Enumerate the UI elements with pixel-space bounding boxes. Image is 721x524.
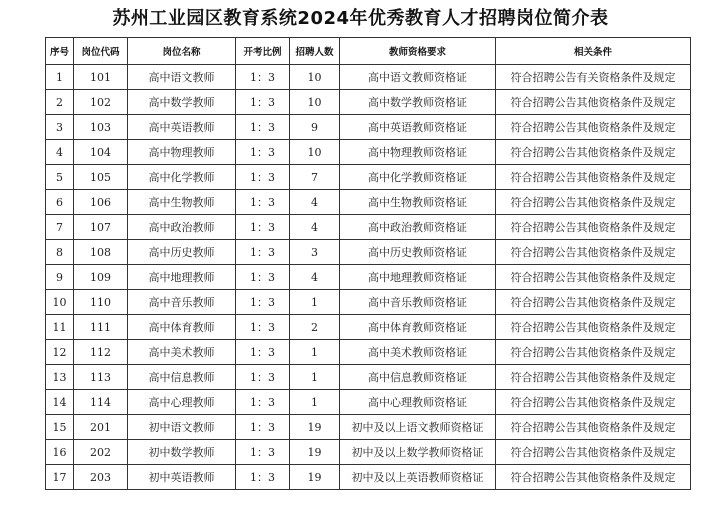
cell-hiring-count: 10 [290,90,340,115]
cell-index: 7 [46,215,74,240]
cell-conditions: 符合招聘公告其他资格条件及规定 [496,440,691,465]
cell-conditions: 符合招聘公告其他资格条件及规定 [496,165,691,190]
cell-qualification: 高中历史教师资格证 [340,240,496,265]
table-row [46,65,691,90]
cell-qualification: 高中心理教师资格证 [340,390,496,415]
cell-qualification: 初中及以上语文教师资格证 [340,415,496,440]
cell-exam-ratio: 1：3 [236,165,290,190]
cell-exam-ratio: 1：3 [236,465,290,490]
cell-exam-ratio: 1：3 [236,290,290,315]
cell-conditions: 符合招聘公告其他资格条件及规定 [496,265,691,290]
cell-index: 5 [46,165,74,190]
cell-hiring-count: 1 [290,340,340,365]
table-row [46,315,691,340]
cell-position-name: 高中语文教师 [128,65,236,90]
cell-exam-ratio: 1：3 [236,140,290,165]
header-conditions: 相关条件 [496,38,691,65]
cell-position-name: 高中化学教师 [128,165,236,190]
cell-position-name: 高中政治教师 [128,215,236,240]
cell-qualification: 高中数学教师资格证 [340,90,496,115]
cell-conditions: 符合招聘公告有关资格条件及规定 [496,65,691,90]
cell-conditions: 符合招聘公告其他资格条件及规定 [496,390,691,415]
cell-position-name: 高中物理教师 [128,140,236,165]
cell-exam-ratio: 1：3 [236,265,290,290]
cell-index: 12 [46,340,74,365]
cell-qualification: 高中语文教师资格证 [340,65,496,90]
cell-position-code: 103 [74,115,128,140]
cell-position-name: 高中数学教师 [128,90,236,115]
cell-qualification: 初中及以上数学教师资格证 [340,440,496,465]
header-position-code: 岗位代码 [74,38,128,65]
cell-conditions: 符合招聘公告其他资格条件及规定 [496,290,691,315]
cell-exam-ratio: 1：3 [236,65,290,90]
header-index: 序号 [46,38,74,65]
cell-index: 11 [46,315,74,340]
cell-hiring-count: 19 [290,415,340,440]
table-row [46,465,691,490]
cell-position-name: 初中语文教师 [128,415,236,440]
cell-position-name: 高中历史教师 [128,240,236,265]
cell-hiring-count: 19 [290,465,340,490]
cell-qualification: 高中英语教师资格证 [340,115,496,140]
cell-qualification: 高中体育教师资格证 [340,315,496,340]
cell-index: 13 [46,365,74,390]
cell-qualification: 高中物理教师资格证 [340,140,496,165]
cell-exam-ratio: 1：3 [236,315,290,340]
positions-table [45,37,691,490]
cell-exam-ratio: 1：3 [236,415,290,440]
cell-position-name: 初中数学教师 [128,440,236,465]
cell-position-name: 高中心理教师 [128,390,236,415]
cell-hiring-count: 3 [290,240,340,265]
cell-index: 2 [46,90,74,115]
cell-index: 14 [46,390,74,415]
table-row [46,265,691,290]
cell-hiring-count: 1 [290,365,340,390]
cell-conditions: 符合招聘公告其他资格条件及规定 [496,365,691,390]
cell-index: 9 [46,265,74,290]
cell-index: 16 [46,440,74,465]
table-row [46,440,691,465]
cell-position-code: 104 [74,140,128,165]
cell-qualification: 高中美术教师资格证 [340,340,496,365]
cell-conditions: 符合招聘公告其他资格条件及规定 [496,415,691,440]
cell-conditions: 符合招聘公告其他资格条件及规定 [496,465,691,490]
cell-index: 17 [46,465,74,490]
table-body [46,65,691,490]
header-qualification: 教师资格要求 [340,38,496,65]
cell-exam-ratio: 1：3 [236,190,290,215]
cell-exam-ratio: 1：3 [236,365,290,390]
header-position-name: 岗位名称 [128,38,236,65]
cell-qualification: 高中生物教师资格证 [340,190,496,215]
table-row [46,165,691,190]
cell-position-code: 109 [74,265,128,290]
cell-position-code: 202 [74,440,128,465]
cell-position-name: 高中信息教师 [128,365,236,390]
cell-position-code: 201 [74,415,128,440]
cell-hiring-count: 9 [290,115,340,140]
cell-index: 8 [46,240,74,265]
cell-hiring-count: 19 [290,440,340,465]
cell-exam-ratio: 1：3 [236,340,290,365]
cell-conditions: 符合招聘公告其他资格条件及规定 [496,190,691,215]
cell-hiring-count: 10 [290,140,340,165]
cell-qualification: 初中及以上英语教师资格证 [340,465,496,490]
cell-exam-ratio: 1：3 [236,240,290,265]
cell-position-name: 高中地理教师 [128,265,236,290]
cell-position-code: 107 [74,215,128,240]
table-row [46,215,691,240]
cell-conditions: 符合招聘公告其他资格条件及规定 [496,115,691,140]
cell-conditions: 符合招聘公告其他资格条件及规定 [496,90,691,115]
table-row [46,90,691,115]
page-title: 苏州工业园区教育系统2024年优秀教育人才招聘岗位简介表 [112,8,609,29]
table-row [46,365,691,390]
cell-position-code: 105 [74,165,128,190]
cell-index: 4 [46,140,74,165]
cell-index: 10 [46,290,74,315]
cell-hiring-count: 2 [290,315,340,340]
cell-exam-ratio: 1：3 [236,440,290,465]
cell-hiring-count: 1 [290,390,340,415]
cell-qualification: 高中政治教师资格证 [340,215,496,240]
cell-qualification: 高中地理教师资格证 [340,265,496,290]
cell-position-code: 203 [74,465,128,490]
cell-index: 15 [46,415,74,440]
cell-hiring-count: 4 [290,215,340,240]
table-header-row [46,38,691,65]
table-row [46,290,691,315]
table-row [46,340,691,365]
cell-position-code: 108 [74,240,128,265]
cell-exam-ratio: 1：3 [236,90,290,115]
cell-conditions: 符合招聘公告其他资格条件及规定 [496,215,691,240]
cell-hiring-count: 7 [290,165,340,190]
table-row [46,190,691,215]
table-row [46,240,691,265]
cell-conditions: 符合招聘公告其他资格条件及规定 [496,340,691,365]
cell-exam-ratio: 1：3 [236,115,290,140]
cell-hiring-count: 1 [290,290,340,315]
cell-conditions: 符合招聘公告其他资格条件及规定 [496,240,691,265]
cell-qualification: 高中音乐教师资格证 [340,290,496,315]
cell-position-name: 高中音乐教师 [128,290,236,315]
table-row [46,390,691,415]
cell-exam-ratio: 1：3 [236,390,290,415]
cell-position-code: 110 [74,290,128,315]
cell-index: 1 [46,65,74,90]
cell-position-code: 112 [74,340,128,365]
cell-exam-ratio: 1：3 [236,215,290,240]
table-row [46,415,691,440]
cell-position-code: 102 [74,90,128,115]
cell-qualification: 高中信息教师资格证 [340,365,496,390]
cell-hiring-count: 4 [290,265,340,290]
cell-position-code: 111 [74,315,128,340]
cell-conditions: 符合招聘公告其他资格条件及规定 [496,140,691,165]
cell-position-name: 高中英语教师 [128,115,236,140]
cell-position-code: 114 [74,390,128,415]
cell-index: 6 [46,190,74,215]
cell-position-name: 高中体育教师 [128,315,236,340]
cell-position-name: 高中生物教师 [128,190,236,215]
cell-hiring-count: 10 [290,65,340,90]
cell-conditions: 符合招聘公告其他资格条件及规定 [496,315,691,340]
header-exam-ratio: 开考比例 [236,38,290,65]
cell-position-name: 高中美术教师 [128,340,236,365]
cell-position-code: 113 [74,365,128,390]
cell-hiring-count: 4 [290,190,340,215]
table-row [46,115,691,140]
cell-position-code: 106 [74,190,128,215]
header-hiring-count: 招聘人数 [290,38,340,65]
cell-index: 3 [46,115,74,140]
cell-qualification: 高中化学教师资格证 [340,165,496,190]
cell-position-code: 101 [74,65,128,90]
cell-position-name: 初中英语教师 [128,465,236,490]
table-row [46,140,691,165]
